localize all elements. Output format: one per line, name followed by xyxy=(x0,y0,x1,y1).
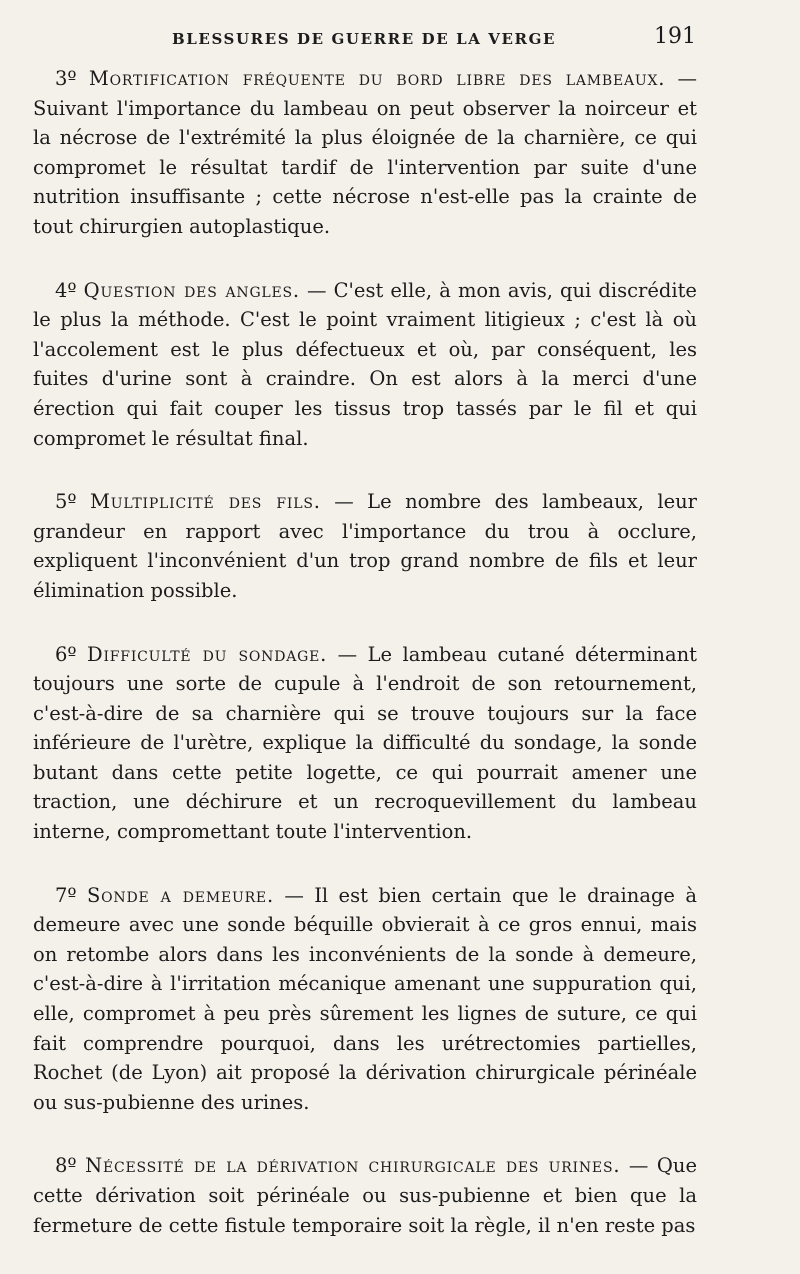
em-dash: — xyxy=(284,883,304,907)
paragraph-3 xyxy=(33,64,697,242)
page-body xyxy=(33,64,697,1274)
paragraph-text: Que cette dérivation soit périnéale ou sus-pubienne et bien que la fermeture de cette fistule temporaire soit la règle, il n'en reste pas xyxy=(33,1154,697,1237)
em-dash: — xyxy=(334,490,354,514)
paragraph-number: 4º xyxy=(55,278,77,302)
paragraph-number: 6º xyxy=(55,642,77,666)
em-dash: — xyxy=(628,1154,649,1178)
paragraph-text: Le nombre des lambeaux, leur grandeur en rapport avec l'importance du trou à occlure, expliquent l'inconvénient d'un trop grand nombre de fils et leur élimination possible. xyxy=(33,490,697,602)
paragraph-4 xyxy=(33,276,697,454)
paragraph-heading: Nécessité de la dérivation chirurgicale des urines. xyxy=(85,1154,621,1178)
paragraph-6 xyxy=(33,640,697,847)
em-dash: — xyxy=(337,642,358,666)
em-dash: — xyxy=(677,67,698,90)
em-dash: — xyxy=(307,278,327,302)
page-number: 191 xyxy=(654,24,696,49)
paragraph-number: 3º xyxy=(55,67,77,90)
running-title: BLESSURES DE GUERRE DE LA VERGE xyxy=(172,30,557,48)
paragraph-heading: Sonde a demeure. xyxy=(86,883,274,907)
paragraph-7 xyxy=(33,881,697,1118)
paragraph-heading: Difficulté du sondage. xyxy=(87,642,328,666)
paragraph-text: C'est elle, à mon avis, qui discrédite le plus la méthode. C'est le point vraiment litigieux ; c'est là où l'accolement est le plus défectueux et où, par conséquent, les fuites d'urine sont à craindre. On est alors à la merci d'une érection qui fait couper les tissus trop tassés par le fil et qui compromet le résultat final. xyxy=(33,278,697,450)
paragraph-text: Il est bien certain que le drainage à demeure avec une sonde béquille obvierait à ce gros ennui, mais on retombe alors dans les inconvénients de la sonde à demeure, c'est-à-dire à l'irritation mécanique amenant une suppuration qui, elle, compromet à peu près sûrement les lignes de suture, ce qui fait comprendre pourquoi, dans les urétrectomies partielles, Rochet (de Lyon) ait proposé la dérivation chirurgicale périnéale ou sus-pubienne des urines. xyxy=(33,883,697,1114)
paragraph-number: 8º xyxy=(55,1154,77,1178)
paragraph-heading: Question des angles. xyxy=(83,278,300,302)
paragraph-number: 7º xyxy=(55,883,77,907)
paragraph-heading: Multiplicité des fils. xyxy=(90,490,321,514)
paragraph-text: Le lambeau cutané déterminant toujours une sorte de cupule à l'endroit de son retournement, c'est-à-dire de sa charnière qui se trouve toujours sur la face inférieure de l'urètre, explique la difficulté du sondage, la sonde butant dans cette petite logette, ce qui pourrait amener une traction, une déchirure et un recroquevillement du lambeau interne, compromettant toute l'intervention. xyxy=(33,642,698,844)
paragraph-8 xyxy=(33,1151,697,1240)
paragraph-number: 5º xyxy=(55,490,77,514)
page-header xyxy=(0,24,800,58)
paragraph-5 xyxy=(33,487,697,605)
paragraph-heading: Mortification fréquente du bord libre des lambeaux. xyxy=(88,67,666,90)
paragraph-text: Suivant l'importance du lambeau on peut observer la noirceur et la nécrose de l'extrémité la plus éloignée de la charnière, ce qui compromet le résultat tardif de l'intervention par suite d'une nutrition insuffisante ; cette nécrose n'est-elle pas la crainte de tout chirurgien autoplastique. xyxy=(33,96,697,238)
